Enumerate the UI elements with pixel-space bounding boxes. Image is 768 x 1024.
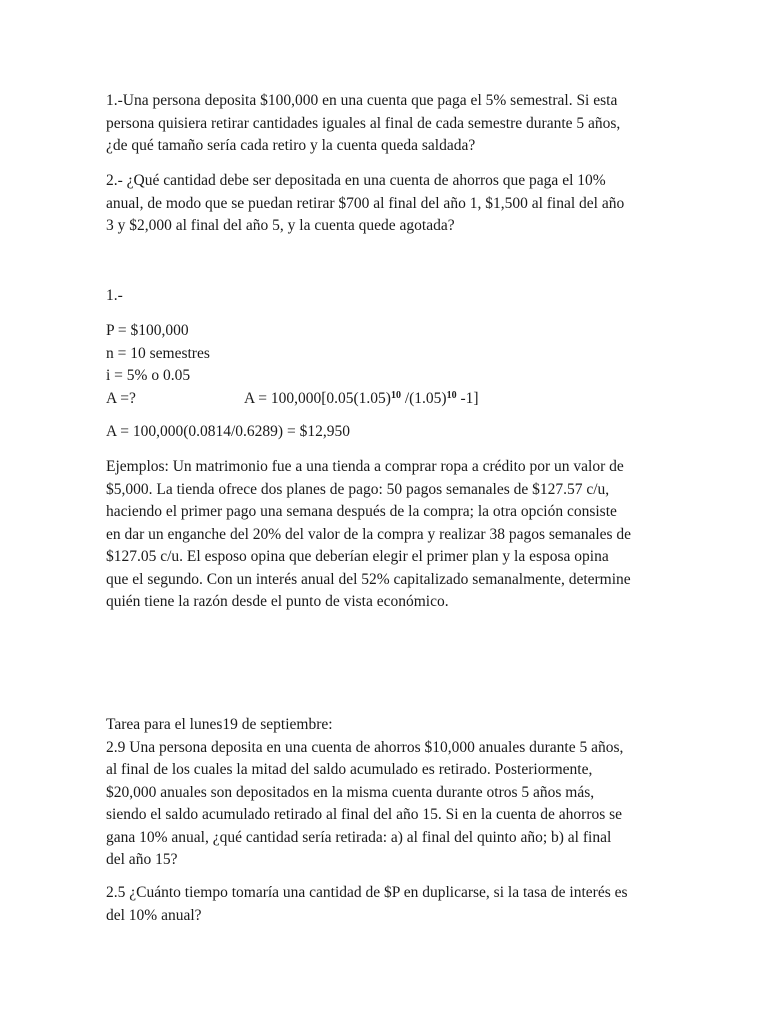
text-line: del año 15? [106, 851, 178, 868]
text-line: 3 y $2,000 al final del año 5, y la cuenta quede agotada? [106, 217, 455, 234]
solution-variables [106, 320, 666, 410]
formula-part: /(1.05) [400, 389, 447, 407]
text-line: Ejemplos: Un matrimonio fue a una tienda a comprar ropa a crédito por un valor de [106, 458, 624, 475]
annuity-formula [244, 388, 479, 411]
result-text: A = 100,000(0.0814/0.6289) = $12,950 [106, 423, 350, 440]
example-paragraph [106, 456, 666, 614]
formula-exponent: 10 [446, 389, 457, 401]
variable-i: i = 5% o 0.05 [106, 367, 191, 384]
variable-n: n = 10 semestres [106, 344, 210, 362]
text-line: 2.5 ¿Cuánto tiempo tomaría una cantidad de $P en duplicarse, si la tasa de interés es [106, 884, 628, 901]
text-line: $127.05 c/u. El esposo opina que deberían elegir el primer plan y la esposa opina [106, 548, 609, 565]
text-line: anual, de modo que se puedan retirar $700 al final del año 1, $1,500 al final del año [106, 194, 625, 212]
text-line: gana 10% anual, ¿qué cantidad sería retirada: a) al final del quinto año; b) al final [106, 828, 612, 846]
text-line: 2.9 Una persona deposita en una cuenta de ahorros $10,000 anuales durante 5 años, [106, 738, 624, 756]
variable-p: P = $100,000 [106, 322, 189, 339]
text-line: 1.-Una persona deposita $100,000 en una cuenta que paga el 5% semestral. Si esta [106, 92, 618, 109]
text-line: quién tiene la razón desde el punto de vista económico. [106, 593, 449, 610]
text-line: ¿de qué tamaño sería cada retiro y la cuenta queda saldada? [106, 137, 476, 154]
problem-1 [106, 90, 666, 158]
formula-exponent: 10 [390, 389, 401, 401]
formula-row [106, 388, 666, 411]
text-line: al final de los cuales la mitad del saldo acumulado es retirado. Posteriormente, [106, 761, 593, 778]
text-line: que el segundo. Con un interés anual del 52% capitalizado semanalmente, determine [106, 570, 631, 588]
heading-text: 1.- [106, 287, 123, 304]
solution-heading [106, 285, 666, 308]
homework-section [106, 714, 666, 872]
text-line: haciendo el primer pago una semana después de la compra; la otra opción consiste [106, 503, 617, 520]
problem-2-5 [106, 882, 666, 927]
text-line: $20,000 anuales son depositados en la misma cuenta durante otros 5 años más, [106, 783, 595, 801]
formula-part: -1] [456, 389, 479, 407]
text-line: del 10% anual? [106, 906, 202, 924]
text-line: $5,000. La tienda ofrece dos planes de pago: 50 pagos semanales de $127.57 c/u, [106, 480, 610, 498]
variable-a: A =? [106, 389, 136, 407]
text-line: en dar un enganche del 20% del valor de la compra y realizar 38 pagos semanales de [106, 525, 632, 543]
homework-title: Tarea para el lunes19 de septiembre: [106, 716, 333, 733]
solution-result [106, 421, 666, 444]
formula-part: A = 100,000[0.05(1.05) [244, 389, 391, 407]
problem-2 [106, 170, 666, 238]
text-line: persona quisiera retirar cantidades iguales al final de cada semestre durante 5 años, [106, 114, 621, 132]
text-line: siendo el saldo acumulado retirado al final del año 15. Si en la cuenta de ahorros se [106, 806, 623, 823]
text-line: 2.- ¿Qué cantidad debe ser depositada en una cuenta de ahorros que paga el 10% [106, 172, 606, 189]
